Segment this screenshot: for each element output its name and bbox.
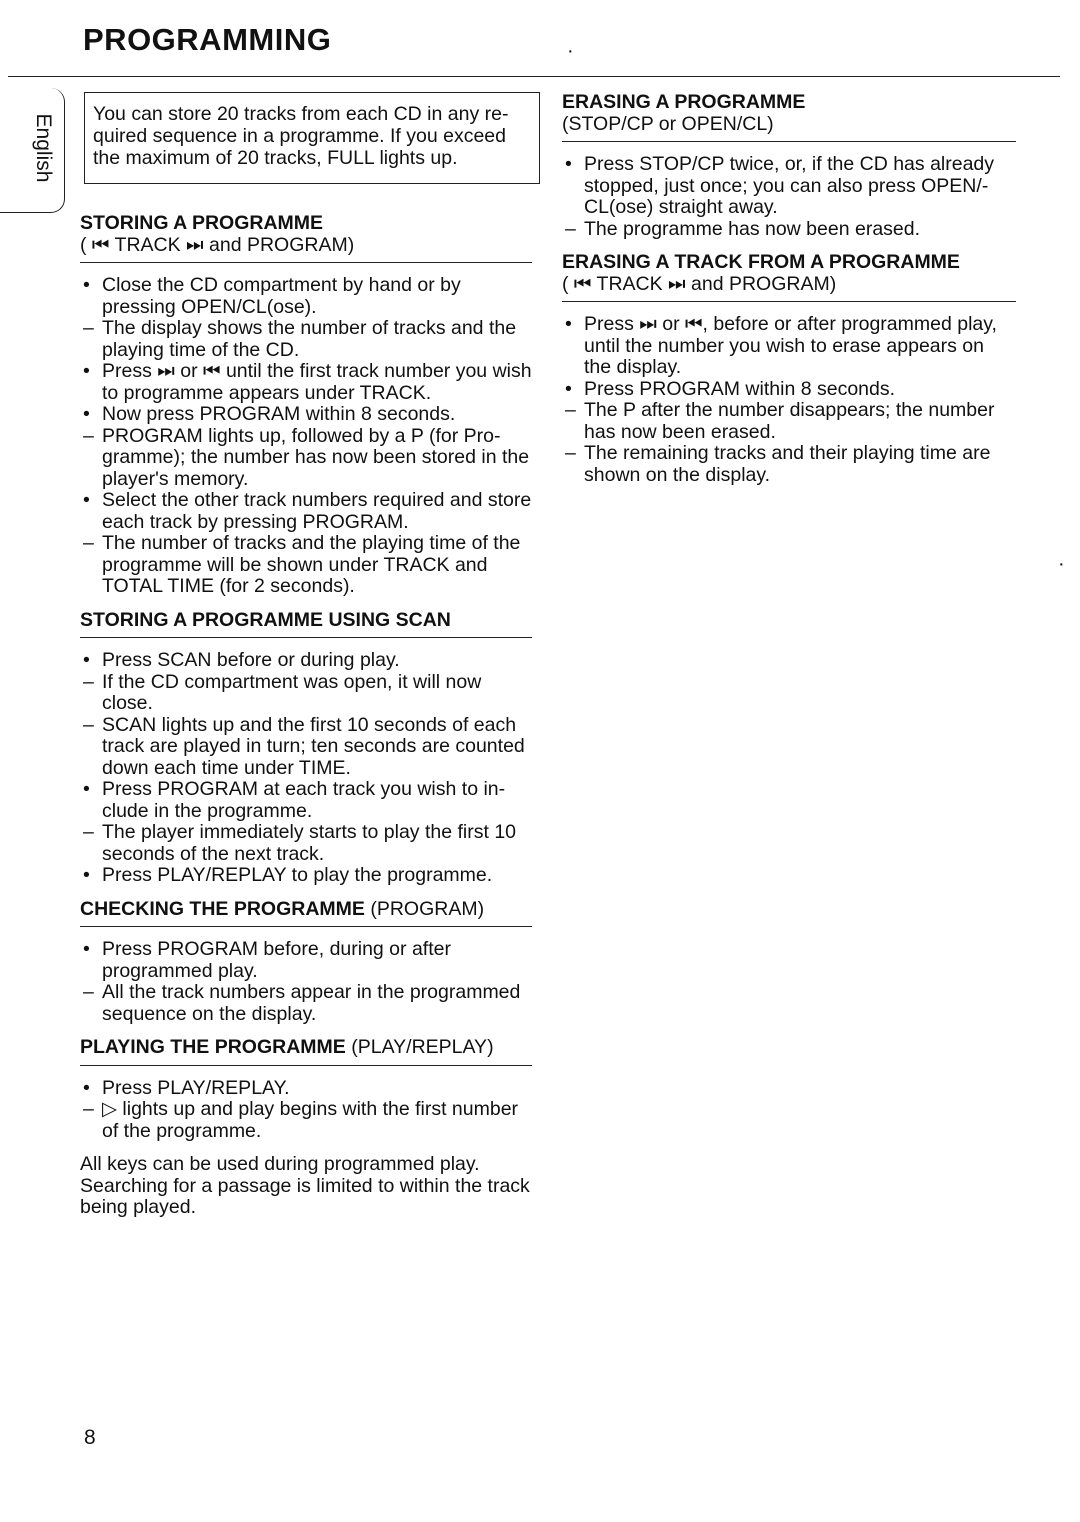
section-erasing-track	[562, 252, 1016, 486]
language-tab-label: English	[32, 113, 55, 183]
step-item	[562, 400, 1016, 443]
bullet-marker: –	[83, 424, 94, 447]
step-text: SCAN lights up and the first 10 seconds of each track are played in turn; ten seconds are counted down each time under TIME.	[102, 713, 525, 779]
step-item	[80, 822, 532, 865]
bullet-marker: •	[83, 360, 90, 382]
step-item	[562, 314, 1016, 379]
section-checking	[80, 899, 532, 1026]
step-list	[80, 650, 532, 887]
section-title-key: (PLAY/REPLAY)	[351, 1036, 494, 1058]
bullet-marker: •	[83, 274, 90, 296]
step-text: Press PROGRAM before, during or after programmed play.	[102, 938, 451, 982]
step-text: The P after the number disappears; the number has now been erased.	[584, 399, 995, 443]
step-item	[80, 318, 532, 361]
bullet-marker: –	[83, 532, 94, 554]
step-item	[562, 219, 1016, 241]
language-tab	[0, 88, 65, 213]
section-subtitle: (STOP/CP or OPEN/CL)	[562, 112, 774, 135]
section-title: ERASING A PROGRAMME	[562, 91, 806, 113]
step-item	[80, 533, 532, 598]
step-text: ▷ lights up and play begins with the first number of the programme.	[102, 1098, 519, 1142]
step-item	[80, 275, 532, 318]
section-title: STORING A PROGRAMME	[80, 212, 324, 234]
section-title	[80, 1037, 532, 1059]
step-item	[562, 379, 1016, 401]
print-speck: ·	[1058, 553, 1065, 575]
step-list	[80, 275, 532, 598]
closing-paragraph: All keys can be used during programmed play. Searching for a passage is limited to within the track being played.	[80, 1153, 530, 1218]
section-subtitle: ( ⏮ TRACK ⏭ and PROGRAM)	[80, 233, 355, 256]
left-column	[80, 213, 532, 1230]
section-scan	[80, 610, 532, 887]
step-list	[562, 154, 1016, 240]
step-list	[562, 314, 1016, 486]
section-title: STORING A PROGRAMME USING SCAN	[80, 608, 451, 631]
step-item	[80, 939, 532, 982]
step-text: PROGRAM lights up, followed by a P (for Programme); the number has now been stored in the player's memory.	[102, 424, 530, 490]
section-erasing	[562, 92, 1016, 240]
step-text: Press PLAY/REPLAY to play the programme.	[102, 864, 493, 886]
step-text: All the track numbers appear in the programmed sequence on the display.	[102, 981, 521, 1025]
section-title	[80, 899, 532, 921]
bullet-marker: –	[565, 442, 576, 464]
page-title: PROGRAMMING	[83, 22, 332, 57]
section-title-text: CHECKING THE PROGRAMME	[80, 897, 365, 920]
step-item	[80, 404, 532, 426]
bullet-marker: •	[83, 489, 90, 511]
step-item	[80, 715, 532, 780]
step-text: Close the CD compartment by hand or by pressing OPEN/CL(ose).	[102, 274, 461, 318]
section-title: ERASING A TRACK FROM A PROGRAMME	[562, 251, 960, 273]
bullet-marker: –	[83, 713, 94, 736]
bullet-marker: •	[83, 649, 90, 671]
bullet-marker: •	[83, 1076, 90, 1099]
capacity-note: You can store 20 tracks from each CD in any required sequence in a programme. If you exceed the maximum of 20 tracks, FULL lights up.	[84, 92, 540, 184]
section-rule	[80, 1065, 532, 1066]
section-playing	[80, 1037, 532, 1219]
step-text: Press ⏭ or ⏮ until the first track number you wish to programme appears under TRACK.	[102, 360, 532, 404]
step-text: Select the other track numbers required and store each track by pressing PROGRAM.	[102, 489, 532, 533]
step-item	[80, 672, 532, 715]
bullet-marker: –	[83, 1098, 94, 1120]
step-item	[80, 426, 532, 491]
bullet-marker: –	[83, 981, 94, 1003]
step-item	[80, 779, 532, 822]
step-item	[80, 490, 532, 533]
step-text: If the CD compartment was open, it will now close.	[102, 670, 482, 714]
step-item	[80, 865, 532, 887]
step-list	[80, 1078, 532, 1143]
section-title-text: PLAYING THE PROGRAMME	[80, 1036, 346, 1058]
bullet-marker: •	[83, 938, 90, 960]
step-text: The player immediately starts to play the first 10 seconds of the next track.	[102, 821, 517, 865]
step-item	[80, 982, 532, 1025]
header-rule	[8, 76, 1060, 77]
section-rule	[80, 637, 532, 638]
step-list	[80, 939, 532, 1025]
page-number: 8	[84, 1426, 96, 1449]
bullet-marker: –	[565, 399, 576, 421]
section-rule	[80, 262, 532, 263]
bullet-marker: –	[83, 821, 94, 843]
bullet-marker: –	[83, 670, 94, 693]
step-text: The number of tracks and the playing time of the programme will be shown under TRACK and TOTAL TIME (for 2 seconds).	[102, 532, 521, 597]
bullet-marker: •	[83, 778, 90, 800]
step-item	[80, 650, 532, 672]
step-item	[562, 154, 1016, 219]
right-column	[562, 92, 1016, 498]
section-subtitle: ( ⏮ TRACK ⏭ and PROGRAM)	[562, 272, 837, 295]
step-text: Now press PROGRAM within 8 seconds.	[102, 403, 456, 425]
step-text: Press ⏭ or ⏮, before or after programmed play, until the number you wish to erase appears on the display.	[584, 313, 997, 378]
print-speck: ·	[567, 40, 574, 62]
bullet-marker: –	[83, 317, 94, 339]
step-text: Press PROGRAM within 8 seconds.	[584, 377, 896, 400]
step-item	[80, 1099, 532, 1142]
bullet-marker: –	[565, 217, 576, 240]
step-text: Press STOP/CP twice, or, if the CD has already stopped, just once; you can also press OPEN/CL(ose) straight away.	[584, 153, 995, 218]
bullet-marker: •	[565, 153, 572, 175]
section-storing	[80, 213, 532, 598]
step-text: Press PLAY/REPLAY.	[102, 1076, 290, 1099]
section-rule	[562, 141, 1016, 142]
step-text: The display shows the number of tracks and the playing time of the CD.	[102, 317, 517, 361]
step-item	[562, 443, 1016, 486]
bullet-marker: •	[83, 403, 90, 425]
step-item	[80, 1078, 532, 1100]
section-title-key: (PROGRAM)	[370, 897, 485, 920]
bullet-marker: •	[565, 313, 572, 335]
bullet-marker: •	[565, 377, 572, 400]
step-item	[80, 361, 532, 404]
section-rule	[80, 926, 532, 927]
step-text: The remaining tracks and their playing time are shown on the display.	[584, 442, 991, 486]
bullet-marker: •	[83, 864, 90, 886]
step-text: Press PROGRAM at each track you wish to include in the programme.	[102, 778, 506, 822]
section-rule	[562, 301, 1016, 302]
step-text: Press SCAN before or during play.	[102, 649, 400, 671]
step-text: The programme has now been erased.	[584, 217, 921, 240]
